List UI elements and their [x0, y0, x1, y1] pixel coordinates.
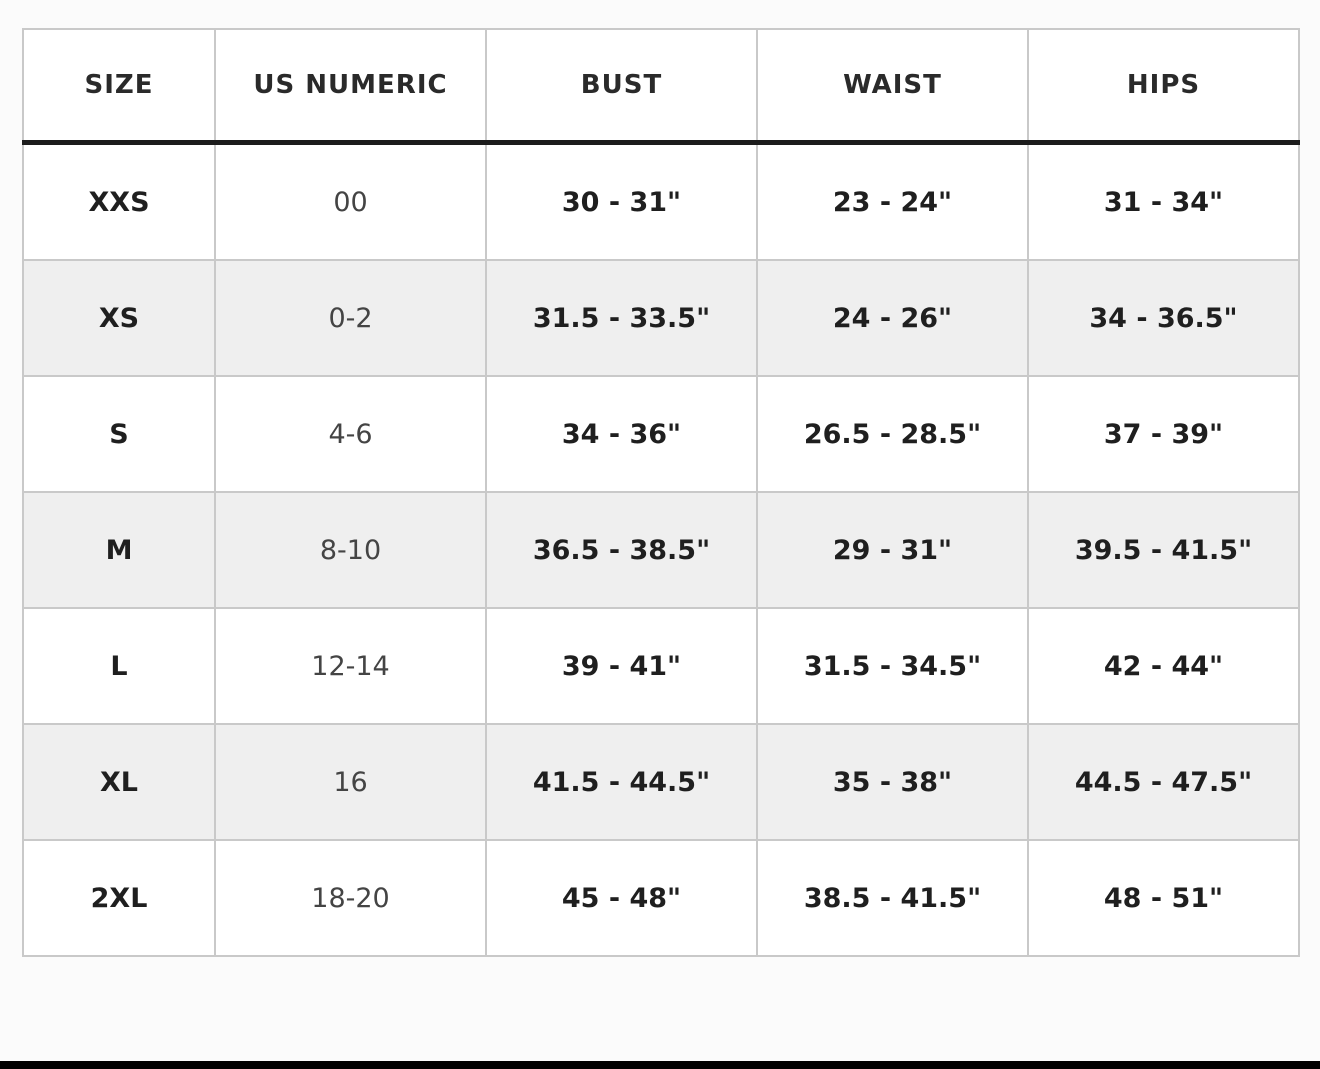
table-row	[23, 376, 1299, 492]
bust-cell: 39 - 41"	[486, 608, 757, 724]
header-us-numeric: US NUMERIC	[215, 29, 486, 143]
header-hips: HIPS	[1028, 29, 1299, 143]
hips-cell: 42 - 44"	[1028, 608, 1299, 724]
size-cell: S	[23, 376, 215, 492]
table-row	[23, 260, 1299, 376]
bottom-bar	[0, 1061, 1320, 1069]
size-cell: XL	[23, 724, 215, 840]
waist-cell: 35 - 38"	[757, 724, 1028, 840]
us-numeric-cell: 16	[215, 724, 486, 840]
hips-cell: 31 - 34"	[1028, 143, 1299, 261]
size-cell: XS	[23, 260, 215, 376]
table-row	[23, 143, 1299, 261]
table-row	[23, 724, 1299, 840]
header-row	[23, 29, 1299, 143]
bust-cell: 41.5 - 44.5"	[486, 724, 757, 840]
us-numeric-cell: 4-6	[215, 376, 486, 492]
hips-cell: 48 - 51"	[1028, 840, 1299, 956]
us-numeric-cell: 12-14	[215, 608, 486, 724]
bust-cell: 36.5 - 38.5"	[486, 492, 757, 608]
size-cell: M	[23, 492, 215, 608]
us-numeric-cell: 00	[215, 143, 486, 261]
bust-cell: 34 - 36"	[486, 376, 757, 492]
size-cell: 2XL	[23, 840, 215, 956]
table-body	[23, 143, 1299, 957]
size-cell: L	[23, 608, 215, 724]
hips-cell: 34 - 36.5"	[1028, 260, 1299, 376]
bust-cell: 30 - 31"	[486, 143, 757, 261]
hips-cell: 39.5 - 41.5"	[1028, 492, 1299, 608]
waist-cell: 38.5 - 41.5"	[757, 840, 1028, 956]
waist-cell: 23 - 24"	[757, 143, 1028, 261]
us-numeric-cell: 8-10	[215, 492, 486, 608]
bust-cell: 31.5 - 33.5"	[486, 260, 757, 376]
bust-cell: 45 - 48"	[486, 840, 757, 956]
header-waist: WAIST	[757, 29, 1028, 143]
size-chart-table	[22, 28, 1300, 957]
us-numeric-cell: 0-2	[215, 260, 486, 376]
us-numeric-cell: 18-20	[215, 840, 486, 956]
header-size: SIZE	[23, 29, 215, 143]
table-row	[23, 608, 1299, 724]
waist-cell: 26.5 - 28.5"	[757, 376, 1028, 492]
waist-cell: 31.5 - 34.5"	[757, 608, 1028, 724]
hips-cell: 44.5 - 47.5"	[1028, 724, 1299, 840]
size-cell: XXS	[23, 143, 215, 261]
table-row	[23, 492, 1299, 608]
waist-cell: 24 - 26"	[757, 260, 1028, 376]
waist-cell: 29 - 31"	[757, 492, 1028, 608]
header-bust: BUST	[486, 29, 757, 143]
hips-cell: 37 - 39"	[1028, 376, 1299, 492]
table-header	[23, 29, 1299, 143]
table-row	[23, 840, 1299, 956]
